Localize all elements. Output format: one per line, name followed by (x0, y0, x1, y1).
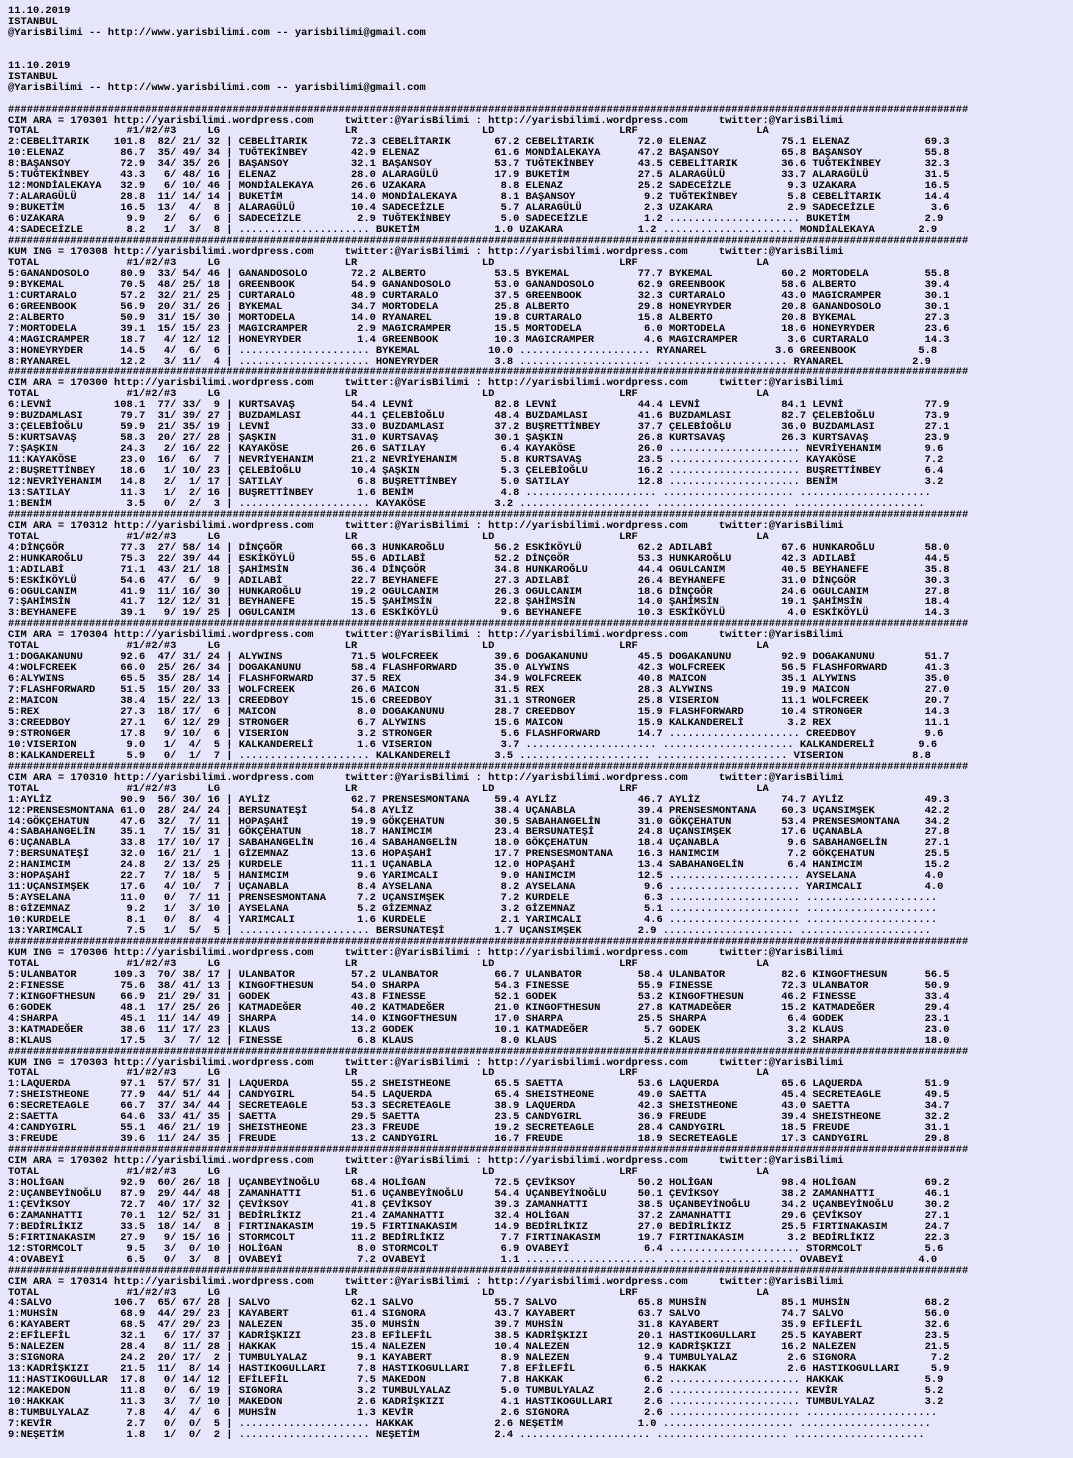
column-header-row: TOTAL #1/#2/#3 LG LR LD LRF LA (8, 1067, 769, 1080)
result-row: 4:SALVO 106.7 65/ 67/ 28 | SALVO 62.1 SALVO 55.7 SALVO 65.8 MUHSİN 85.1 MUHSİN 68.2 (8, 1297, 950, 1310)
result-row: 3:SIGNORA 24.2 20/ 17/ 2 | TUMBULYALAZ 9.1 KAYABERT 8.9 NALEZEN 9.4 TUMBULYALAZ 2.6 SIGNORA 7.2 (8, 1352, 950, 1365)
header-line: @YarisBilimi -- http://www.yarisbilimi.com -- yarisbilimi@gmail.com (8, 81, 426, 94)
result-row: 2:HANIMCIM 24.8 2/ 13/ 25 | KURDELE 11.1 UÇANABLA 12.0 HOPAŞAHİ 13.4 SABAHANGELİN 6.4 HANIMCIM 15.2 (8, 859, 950, 872)
result-row: 6:GODEK 48.1 17/ 25/ 26 | KATMADEĞER 40.2 KATMADEĞER 21.0 KINGOFTHESUN 27.8 KATMADEĞER 15.2 KATMADEĞER 29.4 (8, 1001, 950, 1014)
race-title: CIM ARA = 170302 http://yarisbilimi.wordpress.com twitter:@YarisBilimi : http://yarisbilimi.wordpress.com twitter:@YarisBilimi (8, 1155, 844, 1168)
result-row: 3:ÇELEBİOĞLU 59.9 21/ 35/ 19 | LEVNİ 33.0 BUZDAMLASI 37.2 BUŞRETTİNBEY 37.7 ÇELEBİOĞLU 36.0 BUZDAMLASI 27.1 (8, 421, 950, 434)
result-row: 10:ELENAZ 86.7 35/ 49/ 34 | TUĞTEKİNBEY 42.9 ELENAZ 61.6 MONDİALEKAYA 47.2 BAŞANSOY 65.8 BAŞANSOY 55.8 (8, 147, 950, 160)
result-row: 5:FIRTINAKASIM 27.9 9/ 15/ 16 | STORMCOLT 11.2 BEDİRLİKIZ 7.7 FIRTINAKASIM 19.7 FIRTINAKASIM 3.2 BEDİRLİKIZ 22.3 (8, 1231, 950, 1244)
result-row: 6:UÇANABLA 33.8 17/ 10/ 17 | SABAHANGELİN 16.4 SABAHANGELİN 18.0 GÖKÇEHATUN 18.4 UÇANABLA 9.6 SABAHANGELİN 27.1 (8, 837, 950, 850)
result-row: 10:KURDELE 8.1 0/ 8/ 4 | YARIMCALI 1.6 KURDELE 2.1 YARIMCALI 4.6 ..................... ..................... (8, 914, 938, 927)
result-row: 6:KAYABERT 68.5 47/ 29/ 23 | NALEZEN 35.0 MUHSİN 39.7 MUHSİN 31.8 KAYABERT 35.9 EFİLEFİL 32.6 (8, 1319, 950, 1332)
header-line: ISTANBUL (8, 70, 58, 83)
result-row: 5:TUĞTEKİNBEY 43.3 6/ 48/ 16 | ELENAZ 28.0 ALARAGÜLÜ 17.9 BUKETİM 27.5 ALARAGÜLÜ 33.7 ALARAGÜLÜ 31.5 (8, 169, 950, 182)
header-line: @YarisBilimi -- http://www.yarisbilimi.com -- yarisbilimi@gmail.com (8, 26, 426, 39)
result-row: 13:KADRİŞKIZI 21.5 11/ 8/ 14 | HASTIKOGULLARI 7.8 HASTIKOGULLARI 7.8 EFİLEFİL 6.5 HAKKAK 2.6 HASTIKOGULLARI 5.9 (8, 1363, 950, 1376)
result-row: 1:ÇEVİKSOY 72.7 40/ 17/ 32 | ÇEVİKSOY 41.8 ÇEVİKSOY 39.3 ZAMANHATTI 38.5 UÇANBEYİNOĞLU 34.2 UÇANBEYİNOĞLU 30.2 (8, 1198, 950, 1211)
result-row: 7:MORTODELA 39.1 15/ 15/ 23 | MAGICRAMPER 2.9 MAGICRAMPER 15.5 MORTODELA 6.0 MORTODELA 18.6 HONEYRYDER 23.6 (8, 322, 950, 335)
result-row: 11:UÇANSIMŞEK 17.6 4/ 10/ 7 | UÇANABLA 8.4 AYSELANA 8.2 AYSELANA 9.6 ..................... YARIMCALI 4.0 (8, 881, 944, 894)
result-row: 4:MAGICRAMPER 18.7 4/ 12/ 12 | HONEYRYDER 1.4 GREENBOOK 10.3 MAGICRAMPER 4.6 MAGICRAMPER 3.6 CURTARALO 14.3 (8, 333, 950, 346)
header-line: 11.10.2019 (8, 5, 71, 17)
race-title: KUM ING = 170303 http://yarisbilimi.wordpress.com twitter:@YarisBilimi : http://yarisbilimi.wordpress.com twitter:@YarisBilimi (8, 1056, 844, 1069)
race-title: CIM ARA = 170301 http://yarisbilimi.wordpress.com twitter:@YarisBilimi : http://yarisbilimi.wordpress.com twitter:@YarisBilimi (8, 114, 844, 127)
result-row: 7:ALARAGÜLÜ 28.8 11/ 14/ 14 | BUKETİM 14.0 MONDİALEKAYA 8.1 BAŞANSOY 9.2 TUĞTEKİNBEY 5.8 CEBELİTARIK 14.4 (8, 191, 950, 204)
race-title: KUM ING = 170308 http://yarisbilimi.wordpress.com twitter:@YarisBilimi : http://yarisbilimi.wordpress.com twitter:@YarisBilimi (8, 245, 844, 258)
result-row: 4:CANDYGIRL 55.1 46/ 21/ 19 | SHEISTHEONE 23.3 FREUDE 19.2 SECRETEAGLE 28.4 CANDYGIRL 18.5 FREUDE 31.1 (8, 1122, 950, 1135)
result-row: 5:GANANDOSOLO 80.9 33/ 54/ 46 | GANANDOSOLO 72.2 ALBERTO 53.5 BYKEMAL 77.7 BYKEMAL 60.2 MORTODELA 55.8 (8, 267, 950, 280)
result-row: 9:BUKETİM 16.5 13/ 4/ 8 | ALARAGÜLÜ 10.4 SADECEİZLE 5.7 ALARAGÜLÜ 2.3 UZAKARA 2.9 SADECEİZLE 3.6 (8, 202, 950, 215)
result-row: 12:MONDİALEKAYA 32.9 6/ 10/ 46 | MONDİALEKAYA 26.6 UZAKARA 8.8 ELENAZ 25.2 SADECEİZLE 9.3 UZAKARA 16.5 (8, 180, 950, 193)
race-title: CIM ARA = 170312 http://yarisbilimi.wordpress.com twitter:@YarisBilimi : http://yarisbilimi.wordpress.com twitter:@YarisBilimi (8, 519, 844, 532)
column-header-row: TOTAL #1/#2/#3 LG LR LD LRF LA (8, 388, 769, 401)
result-row: 5:KURTSAVAŞ 58.3 20/ 27/ 28 | ŞAŞKIN 31.0 KURTSAVAŞ 30.1 ŞAŞKIN 26.8 KURTSAVAŞ 26.3 KURTSAVAŞ 23.9 (8, 432, 950, 445)
result-row: 6:ZAMANHATTI 70.1 12/ 52/ 31 | BEDİRLİKIZ 21.4 ZAMANHATTI 32.4 HOLİGAN 37.2 ZAMANHATTI 29.6 ÇEVİKSOY 27.1 (8, 1209, 950, 1222)
result-row: 1:MUHSİN 68.9 44/ 29/ 23 | KAYABERT 61.4 SIGNORA 43.7 KAYABERT 63.7 SALVO 74.7 SALVO 56.0 (8, 1308, 950, 1321)
result-row: 4:SHARPA 45.1 11/ 14/ 49 | SHARPA 14.0 KINGOFTHESUN 17.0 SHARPA 25.5 SHARPA 6.4 GODEK 23.1 (8, 1012, 950, 1025)
result-row: 8:KALKANDERELİ 5.9 0/ 1/ 7 | ..................... KALKANDERELİ 3.5 ..................... ..................... VISERION 8.8 (8, 749, 931, 762)
separator-line: ########################################################################################################################################################## (8, 1046, 969, 1058)
header-line: ISTANBUL (8, 15, 58, 28)
result-row: 3:HOLİGAN 92.9 60/ 26/ 18 | UÇANBEYİNOĞLU 68.4 HOLİGAN 72.5 ÇEVİKSOY 50.2 HOLİGAN 98.4 HOLİGAN 69.2 (8, 1176, 950, 1189)
result-row: 7:FLASHFORWARD 51.5 15/ 20/ 33 | WOLFCREEK 26.6 MAICON 31.5 REX 28.3 ALYWINS 19.9 MAICON 27.0 (8, 684, 950, 697)
result-row: 6:UZAKARA 9.9 2/ 6/ 6 | SADECEİZLE 2.9 TUĞTEKİNBEY 5.0 SADECEİZLE 1.2 ..................... BUKETİM 2.9 (8, 213, 944, 226)
result-row: 1:CURTARALO 57.2 32/ 21/ 25 | CURTARALO 48.9 CURTARALO 37.5 GREENBOOK 32.3 CURTARALO 43.0 MAGICRAMPER 30.1 (8, 289, 950, 302)
result-row: 2:SAETTA 64.6 33/ 41/ 35 | SAETTA 29.5 SAETTA 23.5 CANDYGIRL 36.9 FREUDE 39.4 SHEISTHEONE 32.2 (8, 1111, 950, 1124)
separator-line: ########################################################################################################################################################## (8, 236, 969, 247)
result-row: 5:ULANBATOR 109.3 70/ 38/ 17 | ULANBATOR 57.2 ULANBATOR 66.7 ULANBATOR 58.4 ULANBATOR 82.6 KINGOFTHESUN 56.5 (8, 968, 950, 981)
result-row: 7:BEDİRLİKIZ 33.5 18/ 14/ 8 | FIRTINAKASIM 19.5 FIRTINAKASIM 14.9 BEDİRLİKIZ 27.0 BEDİRLİKIZ 25.5 FIRTINAKASIM 24.7 (8, 1220, 950, 1233)
header-line (8, 94, 1073, 105)
result-row: 7:ŞAŞKIN 24.3 2/ 16/ 22 | KAYAKÖSE 26.6 SATILAY 6.4 KAYAKÖSE 26.0 ..................... NEVRİYEHANIM 9.6 (8, 443, 944, 456)
result-row: 9:BYKEMAL 70.5 48/ 25/ 18 | GREENBOOK 54.9 GANANDOSOLO 53.0 GANANDOSOLO 62.9 GREENBOOK 58.6 ALBERTO 39.4 (8, 278, 950, 291)
column-header-row: TOTAL #1/#2/#3 LG LR LD LRF LA (8, 125, 769, 138)
result-row: 7:KEVİR 2.7 0/ 0/ 5 | ..................... HAKKAK 2.6 NEŞETİM 1.0 ..................... ..................... (8, 1417, 931, 1430)
column-header-row: TOTAL #1/#2/#3 LG LR LD LRF LA (8, 957, 769, 970)
result-row: 2:BUŞRETTİNBEY 18.6 1/ 10/ 23 | ÇELEBİOĞLU 10.4 ŞAŞKIN 5.3 ÇELEBİOĞLU 16.2 ..................... BUŞRETTİNBEY 6.4 (8, 465, 944, 478)
result-row: 5:NALEZEN 28.4 8/ 11/ 28 | HAKKAK 15.4 NALEZEN 10.4 NALEZEN 12.9 KADRİŞKIZI 16.2 NALEZEN 21.5 (8, 1341, 950, 1354)
race-title: CIM ARA = 170310 http://yarisbilimi.wordpress.com twitter:@YarisBilimi : http://yarisbilimi.wordpress.com twitter:@YarisBilimi (8, 771, 844, 784)
result-row: 3:CREEDBOY 27.1 6/ 12/ 29 | STRONGER 6.7 ALYWINS 15.6 MAICON 15.9 KALKANDERELİ 3.2 REX 11.1 (8, 716, 950, 729)
result-row: 10:HAKKAK 11.3 3/ 7/ 10 | MAKEDON 2.6 KADRİŞKIZI 4.1 HASTIKOGULLARI 2.6 ..................... TUMBULYALAZ 3.2 (8, 1396, 944, 1409)
race-title: CIM ARA = 170300 http://yarisbilimi.wordpress.com twitter:@YarisBilimi : http://yarisbilimi.wordpress.com twitter:@YarisBilimi (8, 377, 844, 390)
result-row: 7:BERSUNATEŞİ 32.0 16/ 21/ 1 | GİZEMNAZ 13.6 HOPAŞAHİ 17.7 PRENSESMONTANA 16.3 HANIMCIM 7.2 GÖKÇEHATUN 25.5 (8, 848, 950, 861)
result-row: 7:SHEISTHEONE 77.9 44/ 51/ 44 | CANDYGIRL 54.5 LAQUERDA 65.4 SHEISTHEONE 49.0 SAETTA 45.4 SECRETEAGLE 49.5 (8, 1089, 950, 1102)
separator-line: ########################################################################################################################################################## (8, 937, 969, 948)
result-row: 2:MAICON 38.4 15/ 22/ 13 | CREEDBOY 15.6 CREEDBOY 31.1 STRONGER 25.8 VISERION 11.1 WOLFCREEK 20.7 (8, 695, 950, 708)
column-header-row: TOTAL #1/#2/#3 LG LR LD LRF LA (8, 256, 769, 269)
separator-line: ########################################################################################################################################################## (8, 761, 969, 773)
result-row: 1:DOGAKANUNU 92.6 47/ 31/ 24 | ALYWINS 71.5 WOLFCREEK 39.6 DOGAKANUNU 45.5 DOGAKANUNU 92.9 DOGAKANUNU 51.7 (8, 651, 950, 664)
result-row: 8:RYANAREL 12.2 3/ 11/ 4 | ..................... HONEYRYDER 3.8 ..................... ..................... RYANAREL 2.9 (8, 355, 931, 368)
result-row: 5:AYSELANA 11.0 0/ 7/ 11 | PRENSESMONTANA 7.2 UÇANSIMŞEK 7.2 KURDELE 6.3 ..................... ..................... (8, 892, 938, 905)
result-row: 5:ESKİKÖYLÜ 54.6 47/ 6/ 9 | ADILABİ 22.7 BEYHANEFE 27.3 ADILABİ 26.4 BEYHANEFE 31.0 DİNÇGÖR 30.3 (8, 574, 950, 587)
separator-line: ########################################################################################################################################################## (8, 1145, 969, 1157)
column-header-row: TOTAL #1/#2/#3 LG LR LD LRF LA (8, 640, 769, 653)
result-row: 2:CEBELİTARIK 101.8 82/ 21/ 32 | CEBELİTARIK 72.3 CEBELİTARIK 67.2 CEBELİTARIK 72.0 ELENAZ 75.1 ELENAZ 69.3 (8, 136, 950, 149)
result-row: 2:FINESSE 75.6 38/ 41/ 13 | KINGOFTHESUN 54.0 SHARPA 54.3 FINESSE 55.9 FINESSE 72.3 ULANBATOR 50.9 (8, 979, 950, 992)
result-row: 9:NEŞETİM 1.8 1/ 0/ 2 | ..................... NEŞETİM 2.4 ..................... ..................... ..................... (8, 1428, 925, 1441)
result-row: 2:EFİLEFİL 32.1 6/ 17/ 37 | KADRİŞKIZI 23.8 EFİLEFİL 38.5 KADRİŞKIZI 20.1 HASTIKOGULLARI 25.5 KAYABERT 23.5 (8, 1330, 950, 1343)
result-row: 2:UÇANBEYİNOĞLU 87.9 29/ 44/ 48 | ZAMANHATTI 51.6 UÇANBEYİNOĞLU 54.4 UÇANBEYİNOĞLU 50.1 ÇEVİKSOY 38.2 ZAMANHATTI 46.1 (8, 1187, 950, 1200)
result-row: 1:AYLİZ 90.9 56/ 30/ 16 | AYLİZ 62.7 PRENSESMONTANA 59.4 AYLİZ 46.7 AYLİZ 74.7 AYLİZ 49.3 (8, 793, 950, 806)
race-title: KUM ING = 170306 http://yarisbilimi.wordpress.com twitter:@YarisBilimi : http://yarisbilimi.wordpress.com twitter:@YarisBilimi (8, 946, 844, 959)
result-row: 7:KINGOFTHESUN 66.9 21/ 29/ 31 | GODEK 43.8 FINESSE 52.1 GODEK 53.2 KINGOFTHESUN 46.2 FINESSE 33.4 (8, 990, 950, 1003)
race-title: CIM ARA = 170314 http://yarisbilimi.wordpress.com twitter:@YarisBilimi : http://yarisbilimi.wordpress.com twitter:@YarisBilimi (8, 1275, 844, 1288)
result-row: 4:DİNÇGÖR 77.3 27/ 58/ 14 | DİNÇGÖR 66.3 HUNKAROĞLU 56.2 ESKİKÖYLÜ 62.2 ADILABİ 67.6 HUNKAROĞLU 58.0 (8, 541, 950, 554)
result-row: 2:ALBERTO 50.9 31/ 15/ 30 | MORTODELA 14.0 RYANAREL 19.8 CURTARALO 15.8 ALBERTO 20.8 BYKEMAL 27.3 (8, 311, 950, 324)
result-row: 14:GÖKÇEHATUN 47.6 32/ 7/ 11 | HOPAŞAHİ 19.9 GÖKÇEHATUN 30.5 SABAHANGELİN 31.0 GÖKÇEHATUN 53.4 PRENSESMONTANA 34.2 (8, 815, 950, 828)
result-row: 1:BENİM 3.5 0/ 2/ 3 | ..................... KAYAKÖSE 3.2 ..................... ..................... ..................... (8, 497, 925, 510)
column-header-row: TOTAL #1/#2/#3 LG LR LD LRF LA (8, 782, 769, 795)
result-row: 8:GİZEMNAZ 9.2 1/ 3/ 10 | AYSELANA 5.2 GİZEMNAZ 3.2 GİZEMNAZ 5.1 ..................... ..................... (8, 903, 938, 916)
separator-line: ########################################################################################################################################################## (8, 509, 969, 521)
result-row: 11:HASTIKOGULLAR 17.8 0/ 14/ 12 | EFİLEFİL 7.5 MAKEDON 7.8 HAKKAK 6.2 ..................... HAKKAK 5.9 (8, 1374, 944, 1387)
header-line (8, 50, 1073, 61)
result-row: 4:SADECEİZLE 8.2 1/ 3/ 8 | ..................... BUKETİM 1.0 UZAKARA 1.2 ..................... MONDİALEKAYA 2.9 (8, 224, 938, 237)
result-row: 6:OGULCANIM 41.9 11/ 16/ 30 | HUNKAROĞLU 19.2 OGULCANIM 26.3 OGULCANIM 18.6 DİNÇGÖR 24.6 OGULCANIM 27.8 (8, 585, 950, 598)
result-row: 4:WOLFCREEK 66.0 25/ 26/ 34 | DOGAKANUNU 58.4 FLASHFORWARD 35.0 ALYWINS 42.3 WOLFCREEK 56.5 FLASHFORWARD 41.3 (8, 662, 950, 675)
result-row: 4:SABAHANGELİN 35.1 7/ 15/ 31 | GÖKÇEHATUN 18.7 HANIMCIM 23.4 BERSUNATEŞİ 24.8 UÇANSIMŞEK 17.6 UÇANABLA 27.8 (8, 826, 950, 839)
column-header-row: TOTAL #1/#2/#3 LG LR LD LRF LA (8, 1166, 769, 1179)
result-row: 6:SECRETEAGLE 66.7 37/ 34/ 44 | SECRETEAGLE 53.3 SECRETEAGLE 38.9 LAQUERDA 42.3 SHEISTHEONE 43.0 SAETTA 34.7 (8, 1100, 950, 1113)
result-row: 8:TUMBULYALAZ 7.8 4/ 4/ 6 | MUHSİN 1.3 KEVİR 2.6 SIGNORA 2.6 ..................... ..................... (8, 1407, 938, 1419)
column-header-row: TOTAL #1/#2/#3 LG LR LD LRF LA (8, 1286, 769, 1299)
result-row: 3:HOPAŞAHİ 22.7 7/ 18/ 5 | HANIMCIM 9.6 YARIMCALI 9.0 HANIMCIM 12.5 ..................... AYSELANA 4.0 (8, 870, 944, 883)
result-row: 6:ALYWINS 65.5 35/ 28/ 14 | FLASHFORWARD 37.5 REX 34.9 WOLFCREEK 40.8 MAICON 35.1 ALYWINS 35.0 (8, 673, 950, 686)
result-row: 6:LEVNİ 108.1 77/ 33/ 9 | KURTSAVAŞ 54.4 LEVNİ 82.8 LEVNİ 44.4 LEVNİ 84.1 LEVNİ 77.9 (8, 399, 950, 412)
separator-line: ########################################################################################################################################################## (8, 1265, 969, 1277)
result-row: 3:BEYHANEFE 39.1 9/ 19/ 25 | OGULCANIM 13.6 ESKİKÖYLÜ 9.6 BEYHANEFE 10.3 ESKİKÖYLÜ 4.0 ESKİKÖYLÜ 14.3 (8, 607, 950, 620)
result-row: 7:ŞAHİMSİN 41.7 12/ 12/ 31 | BEYHANEFE 15.5 ŞAHİMSİN 22.8 ŞAHİMSİN 14.0 ŞAHİMSİN 19.1 ŞAHİMSİN 18.4 (8, 596, 950, 609)
separator-line: ########################################################################################################################################################## (8, 104, 969, 116)
column-header-row: TOTAL #1/#2/#3 LG LR LD LRF LA (8, 530, 769, 543)
result-row: 13:SATILAY 11.3 1/ 2/ 16 | BUŞRETTİNBEY 1.6 BENİM 4.8 ..................... ..................... ..................... (8, 486, 931, 499)
result-row: 8:BAŞANSOY 72.9 34/ 35/ 26 | BAŞANSOY 32.1 BAŞANSOY 53.7 TUĞTEKİNBEY 43.5 CEBELİTARIK 36.6 TUĞTEKİNBEY 32.3 (8, 158, 950, 171)
race-title: CIM ARA = 170304 http://yarisbilimi.wordpress.com twitter:@YarisBilimi : http://yarisbilimi.wordpress.com twitter:@YarisBilimi (8, 629, 844, 642)
separator-line: ########################################################################################################################################################## (8, 619, 969, 631)
result-row: 12:STORMCOLT 9.5 3/ 0/ 10 | HOLİGAN 8.0 STORMCOLT 6.9 OVABEYİ 6.4 ..................... STORMCOLT 5.6 (8, 1242, 944, 1255)
result-row: 3:KATMADEĞER 38.6 11/ 17/ 23 | KLAUS 13.2 GODEK 10.1 KATMADEĞER 5.7 GODEK 3.2 KLAUS 23.0 (8, 1023, 950, 1036)
result-row: 1:LAQUERDA 97.1 57/ 57/ 31 | LAQUERDA 55.2 SHEISTHEONE 65.5 SAETTA 53.6 LAQUERDA 65.6 LAQUERDA 51.9 (8, 1078, 950, 1091)
result-row: 12:NEVRİYEHANIM 14.8 2/ 1/ 17 | SATILAY 6.8 BUŞRETTİNBEY 5.0 SATILAY 12.8 ..................... BENİM 3.2 (8, 475, 944, 488)
result-row: 9:BUZDAMLASI 79.7 31/ 39/ 27 | BUZDAMLASI 44.1 ÇELEBİOĞLU 48.4 BUZDAMLASI 41.6 BUZDAMLASI 82.7 ÇELEBİOĞLU 73.9 (8, 410, 950, 423)
result-row: 12:MAKEDON 11.8 0/ 6/ 19 | SIGNORA 3.2 TUMBULYALAZ 5.0 TUMBULYALAZ 2.6 ..................... KEVİR 5.2 (8, 1385, 944, 1398)
result-row: 3:FREUDE 39.6 11/ 24/ 35 | FREUDE 13.2 CANDYGIRL 16.7 FREUDE 18.9 SECRETEAGLE 17.3 CANDYGIRL 29.8 (8, 1133, 950, 1146)
result-row: 2:HUNKAROĞLU 75.3 22/ 39/ 44 | ESKİKÖYLÜ 55.6 ADILABİ 52.2 DİNÇGÖR 53.3 HUNKAROĞLU 42.3 ADILABİ 44.5 (8, 552, 950, 565)
result-row: 4:OVABEYİ 6.5 0/ 3/ 8 | OVABEYİ 7.2 OVABEYİ 1.1 ..................... ..................... OVABEYİ 4.0 (8, 1253, 938, 1266)
result-row: 5:REX 27.3 18/ 17/ 6 | MAICON 8.0 DOGAKANUNU 28.7 CREEDBOY 15.9 FLASHFORWARD 10.4 STRONGER 14.3 (8, 706, 950, 718)
result-row: 8:KLAUS 17.5 3/ 7/ 12 | FINESSE 6.8 KLAUS 8.0 KLAUS 5.2 KLAUS 3.2 SHARPA 18.0 (8, 1034, 950, 1047)
header-line (8, 39, 1073, 50)
separator-line: ########################################################################################################################################################## (8, 367, 969, 379)
result-row: 12:PRENSESMONTANA 61.0 28/ 24/ 24 | BERSUNATEŞİ 54.8 AYLİZ 38.4 UÇANABLA 39.4 PRENSESMONTANA 60.3 UÇANSIMŞEK 42.2 (8, 804, 950, 817)
result-row: 3:HONEYRYDER 14.5 4/ 6/ 6 | ..................... BYKEMAL 10.0 ..................... RYANAREL 3.6 GREENBOOK 5.8 (8, 344, 938, 357)
result-row: 10:VISERION 9.0 1/ 4/ 5 | KALKANDERELİ 1.6 VISERION 3.7 ..................... ..................... KALKANDERELİ 9.6 (8, 738, 938, 751)
result-row: 6:GREENBOOK 56.9 20/ 31/ 26 | BYKEMAL 34.7 MORTODELA 25.8 ALBERTO 29.8 HONEYRYDER 20.8 GANANDOSOLO 30.1 (8, 300, 950, 313)
result-row: 9:STRONGER 17.8 9/ 10/ 6 | VISERION 3.2 STRONGER 5.6 FLASHFORWARD 14.7 ..................... CREEDBOY 9.6 (8, 727, 944, 740)
result-row: 11:KAYAKÖSE 23.0 16/ 6/ 7 | NEVRİYEHANIM 21.2 NEVRİYEHANIM 5.8 KURTSAVAŞ 23.5 ..................... KAYAKÖSE 7.2 (8, 454, 944, 467)
result-row: 1:ADILABİ 71.1 43/ 21/ 18 | ŞAHİMSİN 36.4 DİNÇGÖR 34.8 HUNKAROĞLU 44.4 OGULCANIM 40.5 BEYHANEFE 35.8 (8, 563, 950, 576)
header-line: 11.10.2019 (8, 59, 71, 72)
result-row: 13:YARIMCALI 7.5 1/ 5/ 5 | ..................... BERSUNATEŞİ 1.7 UÇANSIMŞEK 2.9 ..................... ..................... (8, 925, 931, 938)
